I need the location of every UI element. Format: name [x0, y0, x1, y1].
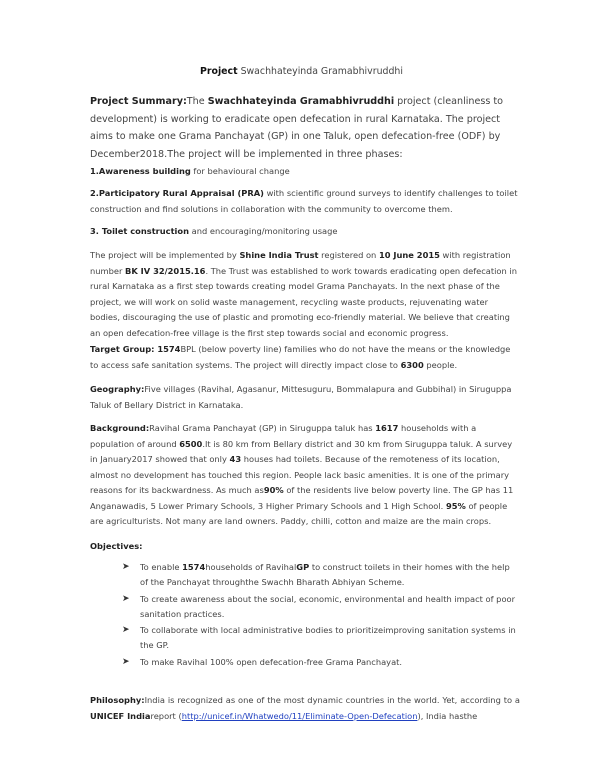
registration-number: BK IV 32/2015.16 — [125, 265, 206, 276]
philosophy: Philosophy:India is recognized as one of the most dynamic countries in the world. Yet, according to a UNICEF Indiareport (http://unicef.in/Whatwedo/11/Eliminate-Open-Defecation), India hasthe — [90, 695, 520, 721]
list-item: ➤ To collaborate with local administrative bodies to prioritizeimproving sanitation systems in the GP. — [122, 625, 516, 650]
phase-2 — [90, 186, 520, 217]
title-label: Project — [200, 66, 238, 77]
background: Background:Ravihal Grama Panchayat (GP) in Siruguppa taluk has 1617 households with a population of around 6500.It is 80 km from Bellary district and 30 km from Siruguppa taluk. A survey in January2017 showed that only 43 houses had toilets. Because of the remoteness of its location, almost no development has touched this region. People lack basic amenities. It is one of the primary reasons for its backwardness. As much as90% of the residents live below poverty line. The GP has 11 Anganawadis, 5 Lower Primary Schools, 3 Higher Primary Schools and 1 High School. 95% of people are agriculturists. Not many are land owners. Paddy, chilli, cotton and maize are the main crops. — [90, 423, 514, 526]
poverty-percent: 90% — [263, 485, 284, 495]
phase-label: 2.Participatory Rural Appraisal (PRA) — [90, 188, 264, 198]
agriculturist-percent: 95% — [445, 500, 466, 511]
phase-label: 1.Awareness building — [90, 166, 191, 176]
geography-text: Five villages (Ravihal, Agasanur, Mittesuguru, Bommalapura and Gubbihal) in Siruguppa Taluk of Bellary District in Karnataka. — [90, 384, 512, 410]
summary-lead: The — [186, 96, 208, 107]
unicef-name: UNICEF India — [90, 710, 151, 721]
unicef-report-link[interactable]: http://unicef.in/Whatwedo/11/Eliminate-Open-Defecation — [181, 710, 418, 721]
project-summary — [90, 93, 520, 163]
objectives-heading — [90, 539, 520, 555]
implementation-paragraph: The project will be implemented by Shine India Trust registered on 10 June 2015 with registration number BK IV 32/2015.16. The Trust was established to work towards eradicating open defecation in rural Karnataka as a first step towards creating model Grama Panchayats. In the next phase of the project, we will work on solid waste management, recycling waste products, rejuvenating water bodies, discouraging the use of plastic and promoting eco-friendly material. We believe that creating an open defecation-free village is the first step towards social and economic progress. — [90, 250, 517, 338]
summary-project-name: Swachhateyinda Gramabhivruddhi — [207, 96, 395, 107]
page-title — [0, 66, 603, 77]
summary-text: project (cleanliness to development) is working to eradicate open defecation in rural Karnataka. The project aims to make one Grama Panchayat (GP) in one Taluk, open defecation-free (ODF) by December2018.The project will be implemented in three phases: — [90, 96, 504, 160]
geography — [90, 382, 520, 413]
arrow-bullet-icon: ➤ — [122, 625, 130, 635]
households-count: 1617 — [375, 423, 399, 433]
list-item: ➤ To create awareness about the social, economic, environmental and health impact of poor sanitation practices. — [122, 593, 516, 619]
objectives-list — [122, 560, 518, 671]
phase-1 — [90, 164, 520, 180]
target-count: 1574 — [157, 344, 181, 354]
objectives-label: Objectives: — [90, 541, 143, 551]
geography-label: Geography: — [90, 384, 145, 394]
list-item: ➤ To enable 1574households of RavihalGP to construct toilets in their homes with the help of the Panchayat throughthe Swachh Bharath Abhiyan Scheme. — [122, 562, 510, 587]
toilets-count: 43 — [229, 454, 242, 464]
list-item: ➤ To make Ravihal 100% open defecation-free Grama Panchayat. — [122, 655, 518, 670]
target-group: Target Group: 1574BPL (below poverty line) families who do not have the means or the knowledge to access safe sanitation systems. The project will directly impact close to 6300 people. — [90, 344, 511, 370]
summary-label: Project Summary: — [90, 96, 187, 107]
phase-text: for behavioural change — [190, 166, 290, 176]
registration-date: 10 June 2015 — [378, 250, 440, 260]
phase-label: 3. Toilet construction — [90, 226, 190, 236]
philosophy-label: Philosophy: — [90, 695, 145, 705]
org-name: Shine India Trust — [239, 250, 319, 260]
arrow-bullet-icon: ➤ — [122, 593, 130, 604]
target-label: Target Group: — [90, 344, 158, 354]
title-project-name: Swachhateyinda Gramabhivruddhi — [240, 66, 403, 77]
phase-3 — [90, 224, 520, 240]
background-label: Background: — [90, 423, 150, 433]
arrow-bullet-icon: ➤ — [122, 656, 130, 667]
phase-text: with scientific ground surveys to identify challenges to toilet construction and find solutions in collaboration with the community to overcome them. — [90, 188, 518, 214]
population-count: 6500 — [179, 438, 203, 449]
target-people: 6300 — [400, 359, 424, 370]
phase-text: and encouraging/monitoring usage — [189, 226, 338, 236]
arrow-bullet-icon: ➤ — [122, 562, 130, 572]
